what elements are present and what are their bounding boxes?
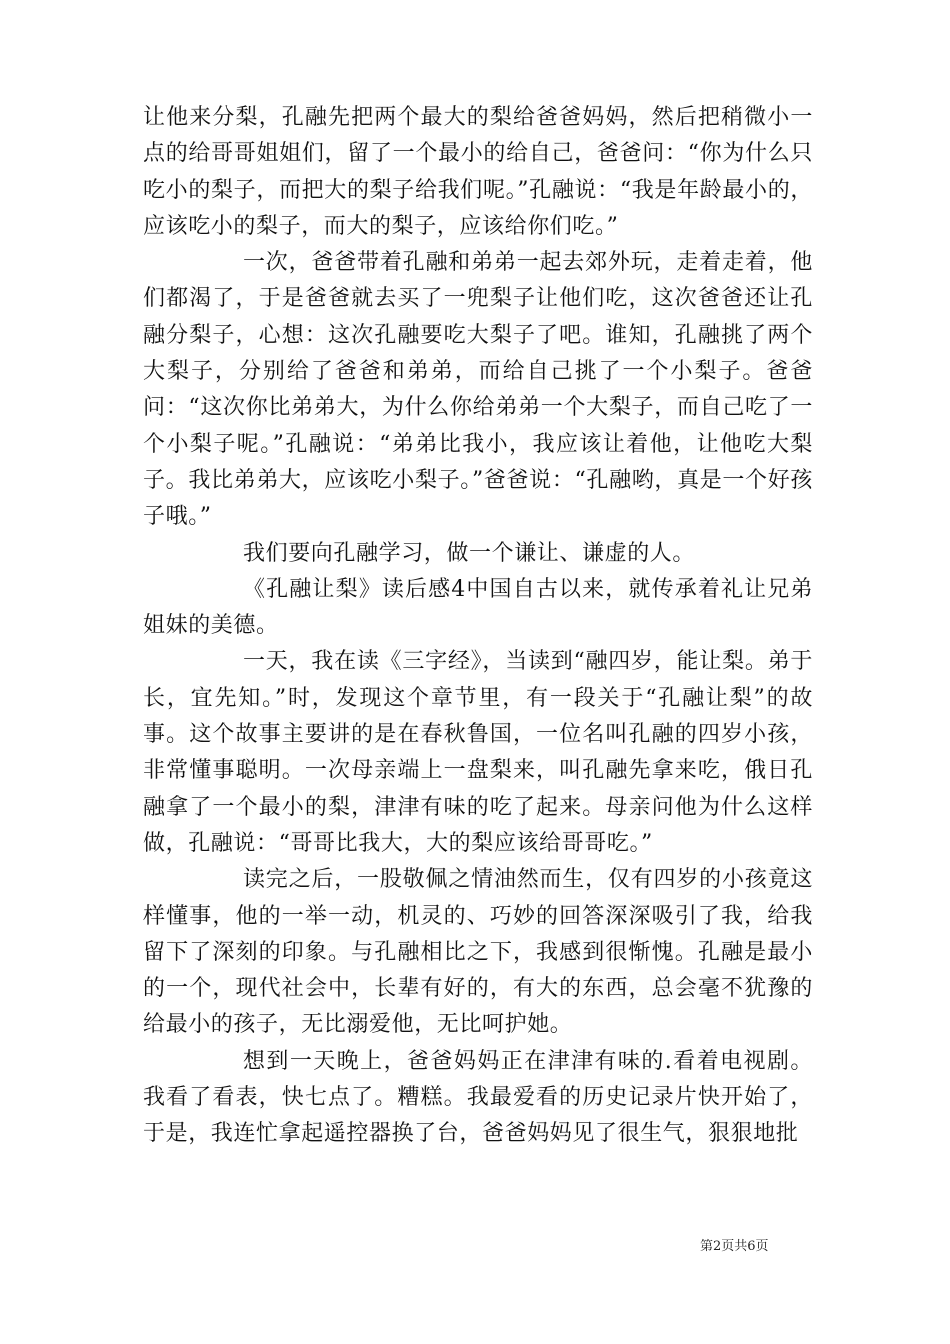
paragraph: 一次，爸爸带着孔融和弟弟一起去郊外玩，走着走着，他们都渴了，于是爸爸就去买了一兜梨子让他们吃，这次爸爸还让孔融分梨子，心想：这次孔融要吃大梨子了吧。谁知，孔融挑了两个大梨子，分别给了爸爸和弟弟，而给自己挑了一个小梨子。爸爸问：“这次你比弟弟大，为什么你给弟弟一个大梨子，而自己吃了一个小梨子呢。”孔融说：“弟弟比我小，我应该让着他，让他吃大梨子。我比弟弟大，应该吃小梨子。”爸爸说：“孔融哟，真是一个好孩子哦。” bbox=[143, 250, 813, 530]
paragraph: 想到一天晚上，爸爸妈妈正在津津有味的.看着电视剧。我看了看表，快七点了。糟糕。我最爱看的历史记录片快开始了，于是，我连忙拿起遥控器换了台，爸爸妈妈见了很生气，狠狠地批 bbox=[143, 1048, 813, 1147]
page-number-footer: 第2页共6页 bbox=[700, 1239, 769, 1254]
body-text bbox=[143, 100, 813, 1153]
paragraph: 《孔融让梨》读后感4中国自古以来，就传承着礼让兄弟姐妹的美德。 bbox=[143, 576, 813, 639]
paragraph: 一天，我在读《三字经》，当读到“融四岁，能让梨。弟于长，宜先知。”时，发现这个章节里，有一段关于“孔融让梨”的故事。这个故事主要讲的是在春秋鲁国，一位名叫孔融的四岁小孩，非常懂事聪明。一次母亲端上一盘梨来，叫孔融先拿来吃，俄日孔融拿了一个最小的梨，津津有味的吃了起来。母亲问他为什么这样做，孔融说：“哥哥比我大，大的梨应该给哥哥吃。” bbox=[143, 649, 813, 856]
paragraph: 读完之后，一股敬佩之情油然而生，仅有四岁的小孩竟这样懂事，他的一举一动，机灵的、巧妙的回答深深吸引了我，给我留下了深刻的印象。与孔融相比之下，我感到很惭愧。孔融是最小的一个，现代社会中，长辈有好的，有大的东西，总会毫不犹豫的给最小的孩子，无比溺爱他，无比呵护她。 bbox=[143, 867, 813, 1038]
paragraph: 我们要向孔融学习，做一个谦让、谦虚的人。 bbox=[243, 540, 696, 566]
paragraph-continued: 让他来分梨，孔融先把两个最大的梨给爸爸妈妈，然后把稍微小一点的给哥哥姐姐们，留了一个最小的给自己，爸爸问：“你为什么只吃小的梨子，而把大的梨子给我们呢。”孔融说：“我是年龄最小的，应该吃小的梨子，而大的梨子，应该给你们吃。” bbox=[143, 105, 813, 239]
